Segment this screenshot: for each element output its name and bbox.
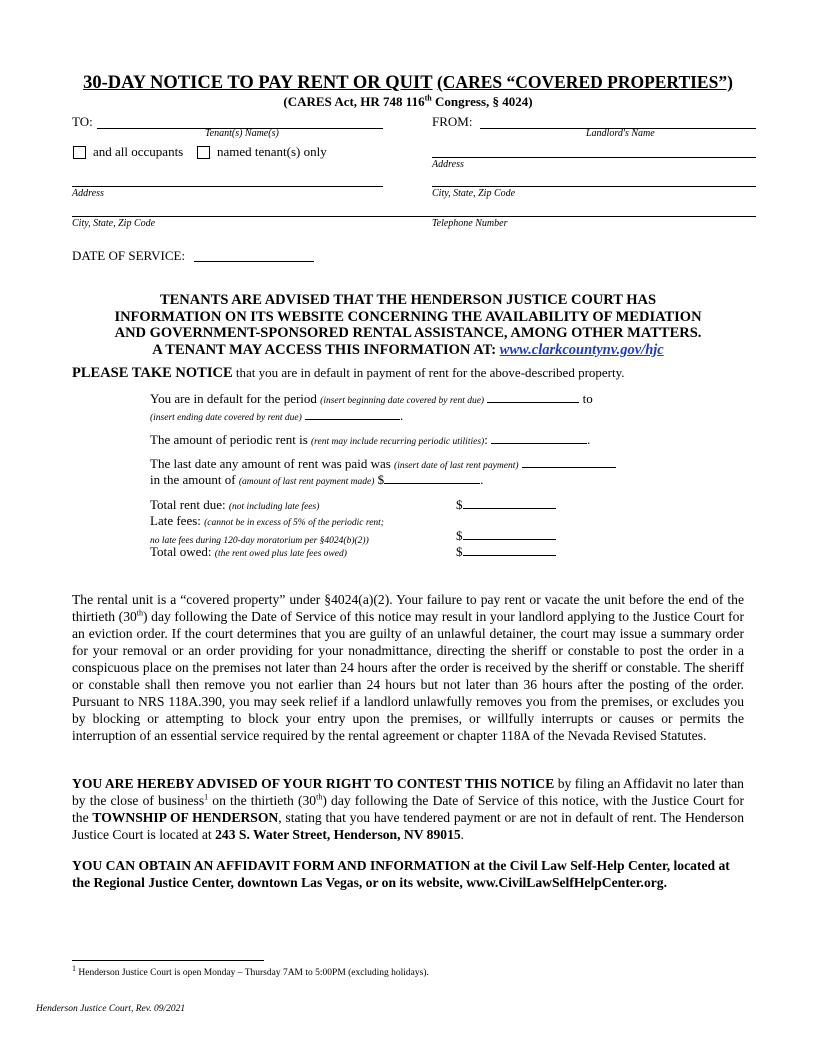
subtitle-pre: (CARES Act, HR 748 116 <box>283 94 425 109</box>
advisory-line-3: AND GOVERNMENT-SPONSORED RENTAL ASSISTANCE, AMONG OTHER MATTERS. <box>114 325 702 341</box>
date-of-service-label: DATE OF SERVICE: <box>72 248 186 263</box>
court-website-link[interactable]: www.clarkcountynv.gov/hjc <box>499 341 664 358</box>
checkbox-all-occupants-label: and all occupants <box>93 144 184 159</box>
period-end-row: (insert ending date covered by rent due) . <box>150 408 404 423</box>
total-rent-dollar: $ <box>456 497 463 512</box>
period-row <box>150 391 593 407</box>
checkbox-named-tenants[interactable] <box>197 146 210 159</box>
advisory-block <box>60 292 756 358</box>
late-fees-hint-1: (cannot be in excess of 5% of the periodic rent; <box>204 518 384 528</box>
para2-d: , stating that you have tendered payment or are not in default of rent. The Henderson Justice Court is located at <box>72 810 744 842</box>
landlord-city-caption: City, State, Zip Code <box>432 188 516 199</box>
page-subtitle <box>0 94 816 110</box>
periodic-text: The amount of periodic rent is <box>150 432 308 447</box>
last-amount-field[interactable] <box>384 473 480 484</box>
last-paid-text: The last date any amount of rent was paid was <box>150 456 391 471</box>
periodic-rent-row: The amount of periodic rent is (rent may include recurring periodic utilities): . <box>150 432 591 447</box>
late-fees-hint-2: no late fees during 120-day moratorium per §4024(b)(2)) <box>150 536 369 546</box>
tenant-city-field[interactable] <box>72 216 756 217</box>
last-paid-date-field[interactable] <box>522 457 616 468</box>
late-fees-field[interactable] <box>463 529 556 540</box>
para2-a: by filing an Affidavit no later than by the close of business <box>72 776 744 808</box>
amount-hint: (amount of last rent payment made) <box>238 477 375 487</box>
notice-rest: that you are in default in payment of rent for the above-described property. <box>232 365 625 380</box>
landlord-address-caption: Address <box>432 159 464 170</box>
advisory-line-4-text: A TENANT MAY ACCESS THIS INFORMATION AT: <box>152 341 497 358</box>
amount-text: in the amount of <box>150 472 236 487</box>
last-paid-hint: (insert date of last rent payment) <box>394 461 519 471</box>
total-rent-amount <box>456 497 556 513</box>
total-owed-row <box>150 544 347 560</box>
footnote <box>72 963 429 978</box>
period-text: You are in default for the period <box>150 391 317 406</box>
last-amount-row: in the amount of (amount of last rent payment made) $ . <box>150 472 484 487</box>
para2-sup: th <box>316 792 323 802</box>
landlord-address-field[interactable] <box>432 157 756 158</box>
total-rent-hint: (not including late fees) <box>228 502 320 512</box>
notice-lead: PLEASE TAKE NOTICE <box>72 365 233 381</box>
total-owed-label: Total owed: <box>150 544 212 559</box>
tenant-address-field[interactable] <box>72 186 383 187</box>
period-to: to <box>582 391 593 406</box>
period-start-field[interactable] <box>487 392 579 403</box>
total-owed-field[interactable] <box>463 545 556 556</box>
title-main: 30-DAY NOTICE TO PAY RENT OR QUIT <box>83 73 433 93</box>
advisory-line-2: INFORMATION ON ITS WEBSITE CONCERNING THE AVAILABILITY OF MEDIATION <box>114 308 702 325</box>
late-fees-row <box>150 513 384 529</box>
total-rent-field[interactable] <box>463 498 556 509</box>
total-rent-row <box>150 497 319 513</box>
landlord-city-field[interactable] <box>432 186 756 187</box>
late-fees-amount <box>456 528 556 544</box>
tenant-city-caption: City, State, Zip Code <box>72 218 156 229</box>
para2-end: . <box>460 827 465 842</box>
court-address: 243 S. Water Street, Henderson, NV 89015 <box>215 827 461 842</box>
tenant-address-caption: Address <box>72 188 104 199</box>
right-to-contest-paragraph <box>72 775 744 843</box>
total-rent-label: Total rent due: <box>150 497 226 512</box>
tenant-name-caption: Tenant(s) Name(s) <box>205 128 279 139</box>
last-paid-row <box>150 456 616 472</box>
subtitle-post: Congress, § 4024) <box>431 94 533 109</box>
covered-property-paragraph <box>72 591 744 744</box>
periodic-rent-field[interactable] <box>491 433 587 444</box>
title-tail: (CARES “COVERED PROPERTIES”) <box>436 72 733 92</box>
subtitle-sup: th <box>424 93 432 103</box>
period-end-hint: (insert ending date covered by rent due) <box>150 413 302 423</box>
footnote-ref: 1 <box>204 792 209 802</box>
footnote-text: Henderson Justice Court is open Monday – Thursday 7AM to 5:00PM (excluding holidays). <box>76 968 429 978</box>
late-fees-dollar: $ <box>456 528 463 543</box>
para1-a: The rental unit is a “covered property” under §4024(a)(2). Your failure to pay rent or vacate the unit before the end of the thirtieth (30 <box>72 592 744 624</box>
period-hint: (insert beginning date covered by rent due) <box>320 396 485 406</box>
footnote-mark: 1 <box>72 963 76 973</box>
late-fees-label: Late fees: <box>150 513 201 528</box>
township-name: TOWNSHIP OF HENDERSON <box>92 810 279 825</box>
checkbox-named-tenants-label: named tenant(s) only <box>217 144 327 159</box>
para2-bold: YOU ARE HEREBY ADVISED OF YOUR RIGHT TO CONTEST THIS NOTICE <box>72 776 555 791</box>
landlord-name-caption: Landlord's Name <box>586 128 655 139</box>
para1-sup: th <box>136 608 144 618</box>
landlord-phone-caption: Telephone Number <box>432 218 508 229</box>
period-end-field[interactable] <box>305 409 400 420</box>
total-owed-dollar: $ <box>456 544 463 559</box>
para2-c: ) day following the Date of Service of this notice, with the Justice Court for the <box>72 793 744 825</box>
notice-line <box>72 365 752 382</box>
checkbox-all-occupants[interactable] <box>73 146 86 159</box>
para1-b: ) day following the Date of Service of this notice may result in your landlord applying to the Justice Court for an eviction order. If the court determines that you are guilty of an unlawful detainer, the court may issue a summary order for your removal or an order providing for your nonadmittance, directing the sheriff or constable to post the order in a conspicuous place on the premises not later than 24 hours after the order is received by the sheriff or constable. The sheriff or constable shall then remove you not earlier than 24 hours but not later than 36 hours after the posting of the order. Pursuant to NRS 118A.390, you may seek relief if a landlord unlawfully removes you from the premises, or excludes you by blocking or attempting to block your entry upon the premises, or willfully interrupts or causes or permits the interruption of an essential service required by the rental agreement or chapter 118A of the Nevada Revised Statutes. <box>72 609 745 743</box>
to-label: TO: <box>72 114 93 129</box>
para2-b: on the thirtieth (30 <box>208 793 317 808</box>
advisory-line-1: TENANTS ARE ADVISED THAT THE HENDERSON JUSTICE COURT HAS <box>159 292 657 308</box>
from-label: FROM: <box>432 114 473 129</box>
affidavit-info-paragraph: YOU CAN OBTAIN AN AFFIDAVIT FORM AND INFORMATION at the Civil Law Self-Help Center, located at the Regional Justice Center, downtown Las Vegas, or on its website, www.CivilLawSelfHelpCenter.org. <box>72 858 730 890</box>
page-title <box>0 72 816 94</box>
advisory-line-4 <box>60 342 756 359</box>
date-of-service-field[interactable] <box>194 261 314 262</box>
periodic-hint: (rent may include recurring periodic utilities) <box>311 437 485 447</box>
total-owed-amount <box>456 544 556 560</box>
revision-label: Henderson Justice Court, Rev. 09/2021 <box>36 1004 186 1014</box>
amount-dollar: $ <box>377 472 385 487</box>
footnote-divider <box>72 960 264 961</box>
total-owed-hint: (the rent owed plus late fees owed) <box>214 549 347 559</box>
